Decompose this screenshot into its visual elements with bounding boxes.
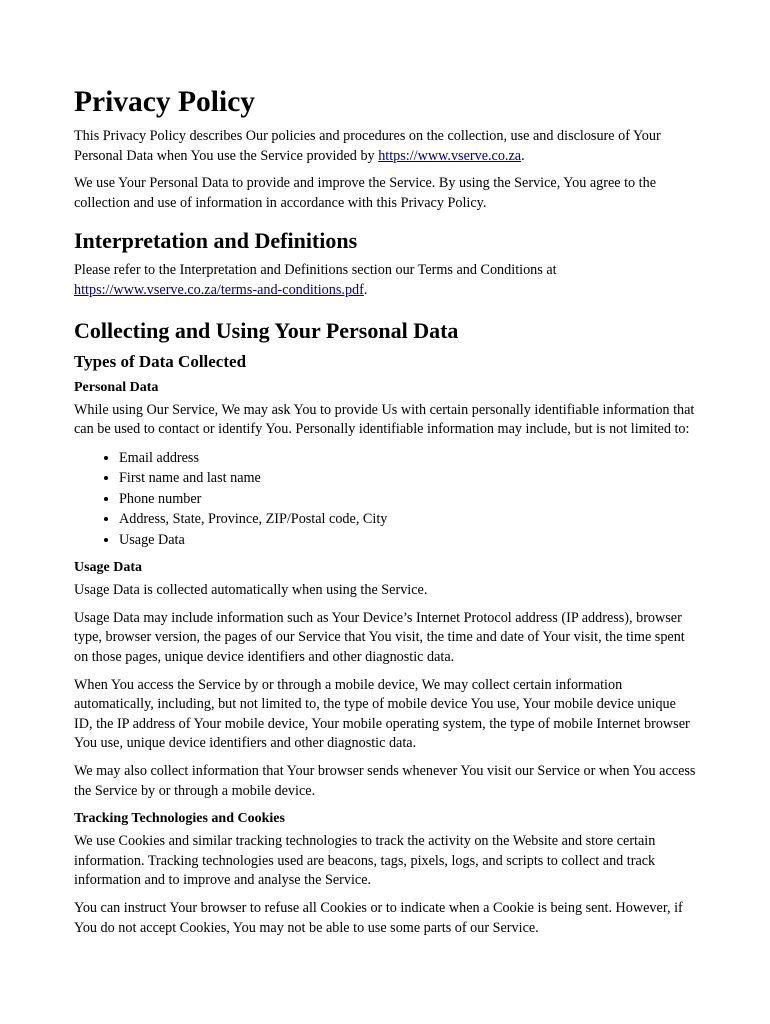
usage-paragraph-4: We may also collect information that Your browser sends whenever You visit our Service or when You access the Service by or through a mobile device. [74, 763, 696, 799]
page-title: Privacy Policy [74, 86, 256, 118]
intro-paragraph-1 [74, 127, 698, 166]
list-item: • Email address [119, 448, 698, 469]
intro-text: This Privacy Policy describes Our policies and procedures on the collection, use and disclosure of Your Personal Data when You use the Service provided by [74, 128, 661, 164]
site-link[interactable]: https://www.vserve.co.za [378, 147, 522, 164]
document-page [74, 84, 698, 946]
personal-data-heading: Personal Data [74, 379, 159, 395]
list-item: • First name and last name [119, 468, 698, 489]
personal-data-paragraph: While using Our Service, We may ask You to provide Us with certain personally identifiable information that can be used to contact or identify You. Personally identifiable information may include, but is not limited to: [74, 401, 695, 438]
interpretation-period: . [363, 281, 368, 298]
personal-data-list [74, 448, 698, 551]
usage-data-heading: Usage Data [74, 560, 143, 576]
interpretation-text: Please refer to the Interpretation and Definitions section our Terms and Conditions at [74, 262, 557, 279]
usage-paragraph-3: When You access the Service by or through a mobile device, We may collect certain information automatically, including, but not limited to, the type of mobile device You use, Your mobile device unique ID, the IP address of Your mobile device, Your mobile operating system, the type of mobile Internet browser You use, unique device identifiers and other diagnostic data. [74, 676, 690, 752]
intro-period: . [521, 147, 525, 164]
tracking-heading: Tracking Technologies and Cookies [74, 811, 285, 827]
tracking-paragraph-1: We use Cookies and similar tracking technologies to track the activity on the Website and store certain information. Tracking technologies used are beacons, tags, pixels, logs, and scripts to collect and track information and to improve and analyse the Service. [74, 833, 656, 889]
list-item: • Address, State, Province, ZIP/Postal code, City [119, 509, 698, 530]
collecting-heading: Collecting and Using Your Personal Data [74, 317, 459, 343]
list-item: • Phone number [119, 489, 698, 510]
intro-paragraph-2: We use Your Personal Data to provide and improve the Service. By using the Service, You agree to the collection and use of information in accordance with this Privacy Policy. [74, 175, 657, 211]
types-heading: Types of Data Collected [74, 351, 247, 371]
usage-paragraph-1: Usage Data is collected automatically when using the Service. [74, 582, 428, 599]
list-item: • Usage Data [119, 530, 698, 551]
usage-paragraph-2: Usage Data may include information such as Your Device’s Internet Protocol address (IP address), browser type, browser version, the pages of our Service that You visit, the time and date of Your visit, the time spent on those pages, unique device identifiers and other diagnostic data. [74, 609, 685, 666]
terms-link[interactable]: https://www.vserve.co.za/terms-and-conditions.pdf [74, 281, 364, 298]
interpretation-paragraph [74, 261, 698, 300]
interpretation-heading: Interpretation and Definitions [74, 228, 358, 254]
tracking-paragraph-2: You can instruct Your browser to refuse all Cookies or to indicate when a Cookie is being sent. However, if You do not accept Cookies, You may not be able to use some parts of our Service. [74, 899, 683, 936]
